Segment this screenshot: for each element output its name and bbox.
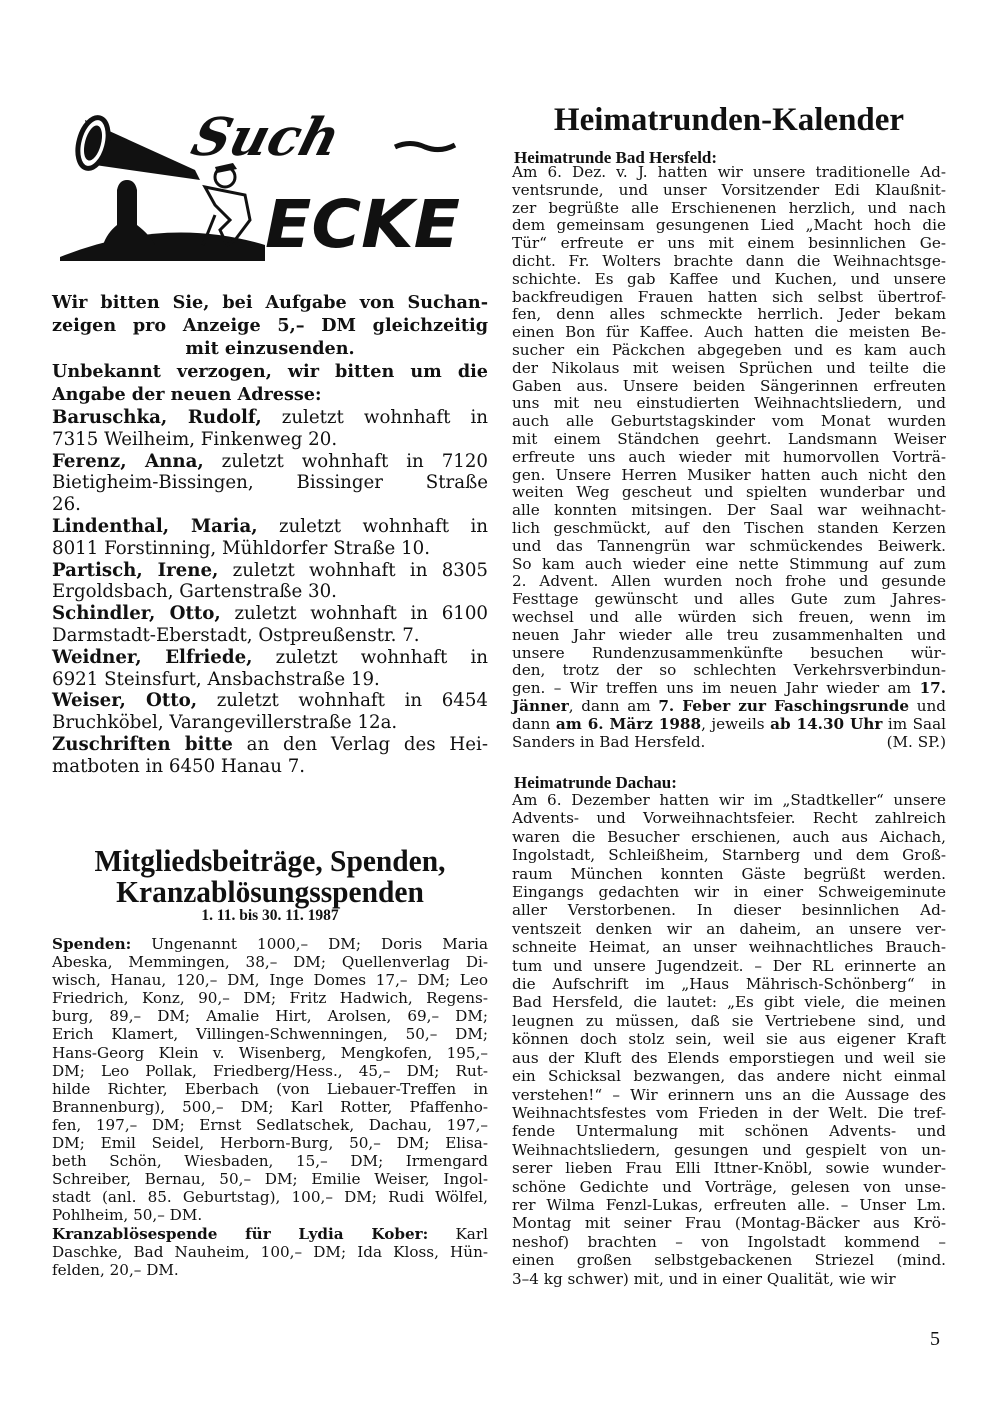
bold-text: Jänner [512, 696, 569, 715]
text-line: mit einem Ständchen geehrt. Landsmann Weiser [512, 429, 946, 448]
text-line: Erich Klamert, Villingen-Schwenningen, 50,– DM; [52, 1025, 488, 1044]
text-line: ventsrunde, und unser Vorsitzender Edi Klaußnit- [512, 180, 946, 199]
text-run: zuletzt wohnhaft in 6454 [197, 690, 489, 712]
text-line: Pohlheim, 50,– DM. [52, 1206, 203, 1225]
text-line: 26. [52, 494, 81, 516]
text-run: Sanders in Bad Hersfeld. [512, 732, 706, 751]
text-line [52, 734, 488, 756]
text-line: der Nikolaus mit weisen Sprüchen und teilte die [512, 358, 946, 377]
text-line: Advents- und Vorweihnachtsfeier. Recht zahlreich [512, 809, 946, 828]
text-line: neshof) brachten – von Ingolstadt kommend – [512, 1232, 946, 1251]
text-line: 3–4 kg schwer) mit, und in einer Qualität, wie wir [512, 1269, 896, 1288]
bold-text: Lindenthal, Maria, [52, 515, 258, 537]
text-line: backfreudigen Frauen hatten sich selbst übertrof- [512, 287, 946, 306]
text-line [52, 1225, 488, 1243]
text-line: Wir bitten Sie, bei Aufgabe von Suchan- [52, 292, 488, 313]
section-heading-bad-hersfeld: Heimatrunde Bad Hersfeld: [514, 148, 718, 167]
text-line: schichte. Es gab Kaffee und Kuchen, und unsere [512, 269, 946, 288]
text-line: stadt (anl. 85. Geburtstag), 100,– DM; Rudi Wölfel, [52, 1188, 488, 1207]
text-line: dem gemeinsam gesungenen Lied „Macht hoch die [512, 216, 946, 235]
text-run: und [909, 696, 946, 715]
text-run: im Saal [882, 714, 946, 733]
text-line [52, 516, 488, 538]
text-line: fen, denn alles schmeckte herrlich. Jeder bekam [512, 305, 946, 324]
text-line: zeigen pro Anzeige 5,– DM gleichzeitig [52, 315, 488, 336]
text-line: unsere Rundenzusammenkünfte besuchen wür- [512, 643, 946, 662]
such-ecke-logo [55, 95, 485, 280]
text-line: So kam auch wieder eine nette Stimmung auf zum [512, 554, 946, 573]
text-line: ein Schicksal bezwangen, das andere nicht einmal [512, 1067, 946, 1086]
bold-text: am 6. März 1988 [555, 714, 702, 733]
bold-text: Spenden: [52, 935, 132, 953]
text-line: erfreute uns auch wieder mit humorvollen Vorträ- [512, 447, 946, 466]
text-run: , dann am [568, 696, 659, 715]
text-line: ventszeit denken wir an daheim, an unsere ver- [512, 919, 946, 938]
bold-text: ab 14.30 Uhr [770, 714, 883, 733]
text-line: burg, 89,– DM; Amalie Hirt, Arolsen, 69,– DM; [52, 1007, 488, 1026]
text-line: schneite Heimat, an unser weihnachtliches Brauch- [512, 938, 946, 957]
text-line: und das Tannengrün war schmückendes Beiwerk. [512, 536, 946, 555]
text-line [52, 407, 488, 429]
text-line: 6921 Steinsfurt, Ansbachstraße 19. [52, 668, 380, 690]
text-line: Ingolstadt, Schleißheim, Starnberg und dem Groß- [512, 846, 946, 865]
text-line: können doch stolz sein, weil sie aus eigener Kraft [512, 1030, 946, 1049]
text-line: die Aufschrift im „Haus Mährisch-Schönberg“ in [512, 975, 946, 994]
text-line: fen, 197,– DM; Ernst Sedlatschek, Dachau, 197,– [52, 1115, 488, 1134]
text-line: Festtage gewünscht und alles Gute zum Jahres- [512, 590, 946, 609]
text-line [512, 680, 946, 698]
bold-text: Schindler, Otto, [52, 603, 221, 625]
search-notice-intro [52, 291, 488, 406]
text-run: zuletzt wohnhaft in [261, 407, 488, 428]
text-line: wisch, Hanau, 120,– DM, Inge Domes 17,– DM; Leo [52, 971, 488, 990]
text-line: gen. Unsere Herren Musiker hatten auch nicht den [512, 465, 946, 484]
donations-heading-line: Kranzablösungsspenden [116, 874, 424, 909]
text-line: 8011 Forstinning, Mühldorfer Straße 10. [52, 537, 431, 559]
text-run: zuletzt wohnhaft in [252, 646, 488, 668]
text-run: an den Verlag des Hei- [232, 733, 488, 755]
text-line: Eingangs gedachten wir in einer Schweigeminute [512, 883, 946, 902]
text-line [52, 560, 488, 582]
missing-persons-list [52, 407, 488, 778]
bold-text: Weiser, Otto, [52, 690, 198, 712]
text-line: hilde Richter, Eberbach (von Liebauer-Treffen in [52, 1079, 488, 1098]
text-line: den, trotz der so schlechten Verkehrsverbindun- [512, 661, 946, 680]
bold-text: 17. [919, 679, 946, 698]
section-text-dachau [512, 791, 946, 1288]
text-line: fende Untermalung mit schönen Advents- und [512, 1122, 946, 1141]
text-run: zuletzt wohnhaft in [257, 515, 488, 537]
bold-text: Zuschriften bitte [52, 733, 233, 755]
text-line: 7315 Weilheim, Finkenweg 20. [52, 428, 338, 450]
text-line: Am 6. Dezember hatten wir im „Stadtkeller“ unsere [512, 791, 946, 809]
section-text-bad-hersfeld [512, 164, 946, 751]
text-line: Bruchköbel, Varangevillerstraße 12a. [52, 712, 398, 734]
text-line: weiten Weg gescheut und spielten wunderbar und [512, 483, 946, 502]
text-line: Unbekannt verzogen, wir bitten um die [52, 361, 488, 382]
donations-heading-line: Mitgliedsbeiträge, Spenden, [94, 843, 446, 878]
text-line [52, 647, 488, 669]
text-run: Ungenannt 1000,– DM; Doris Maria [131, 935, 488, 953]
text-line: Friedrich, Konz, 90,– DM; Fritz Hadwich, Regens- [52, 989, 488, 1008]
text-line: Bietigheim-Bissingen, Bissinger Straße [52, 472, 488, 494]
text-line: verstehen!“ – Wir erinnern uns an die Aussage des [512, 1085, 946, 1104]
text-line [52, 603, 488, 625]
donations-heading [63, 845, 477, 907]
telescope-man-illustration [55, 95, 485, 280]
page-number: 5 [930, 1328, 940, 1350]
text-line: Montag mit seiner Frau (Montag-Bäcker aus Krö- [512, 1214, 946, 1233]
text-run: zuletzt wohnhaft in 7120 [203, 450, 488, 472]
text-run: gen. – Wir treffen uns im neuen Jahr wieder am [512, 679, 920, 698]
text-line: serer lieben Frau Elli Ittner-Knöbl, sowie wunder- [512, 1159, 946, 1178]
text-line: Abeska, Memmingen, 38,– DM; Quellenverlag Di- [52, 953, 488, 972]
text-line: Am 6. Dez. v. J. hatten wir unsere traditionelle Ad- [512, 163, 946, 181]
text-line: alle konnten mitsingen. Der Saal war weihnacht- [512, 501, 946, 520]
bold-text: Partisch, Irene, [52, 559, 219, 581]
text-line: Gaben aus. Unsere beiden Sängerinnen erfreuten [512, 376, 946, 395]
bold-text: Weidner, Elfriede, [52, 646, 253, 668]
text-line: zer begrüßte alle Erschienenen herzlich, und nach [512, 198, 946, 217]
text-line: Weihnachtsliedern, gesungen und gespielt von un- [512, 1140, 946, 1159]
text-line: Angabe der neuen Adresse: [52, 384, 322, 405]
text-line [512, 716, 946, 734]
bold-text: 7. Feber zur Faschingsrunde [658, 696, 910, 715]
logo-script-text: Such [185, 106, 347, 168]
text-line: neuen Jahr wieder alle treu zusammenhalten und [512, 625, 946, 644]
text-line [512, 734, 946, 752]
text-line [52, 451, 488, 473]
text-line: tum und unsere Jugendzeit. – Der RL erinnerte an [512, 956, 946, 975]
text-run: Karl [428, 1224, 488, 1243]
text-line: Weihnachtsfestes vom Frieden in der Welt. Die tref- [512, 1103, 946, 1122]
text-line: sucher ein Päckchen abgegeben und es kam auch [512, 340, 946, 359]
donations-list [52, 935, 488, 1279]
text-line: Brannenburg), 500,– DM; Karl Rotter, Pfaffenho- [52, 1097, 488, 1116]
text-line [52, 690, 488, 712]
bold-text: Ferenz, Anna, [52, 450, 204, 472]
text-run: , jeweils [701, 714, 771, 733]
text-line: Darmstadt-Eberstadt, Ostpreußenstr. 7. [52, 624, 420, 646]
text-line: einen großen selbstgebackenen Striezel (mind. [512, 1251, 946, 1270]
text-line: aus der Kluft des Elends emporstiegen und weil sie [512, 1048, 946, 1067]
text-line: auch alle Geburtstagskinder vom Monat wurden [512, 412, 946, 431]
text-line: Schreiber, Bernau, 50,– DM; Emilie Weiser, Ingol- [52, 1170, 488, 1189]
donations-period: 1. 11. bis 30. 11. 1987 [201, 907, 339, 924]
text-line: DM; Emil Seidel, Herborn-Burg, 50,– DM; Elisa- [52, 1134, 488, 1153]
text-run: zuletzt wohnhaft in 8305 [218, 559, 488, 581]
text-line: Daschke, Bad Nauheim, 100,– DM; Ida Kloss, Hün- [52, 1242, 488, 1261]
text-line: mit einzusenden. [185, 338, 355, 359]
text-line: matboten in 6450 Hanau 7. [52, 755, 306, 777]
text-line: uns mit neu einstudierten Weihnachtsliedern, und [512, 394, 946, 413]
text-line: Tür“ erfreute er uns mit einem besinnlichen Ge- [512, 234, 946, 253]
text-run: dann [512, 714, 556, 733]
text-run: zuletzt wohnhaft in 6100 [220, 603, 489, 625]
text-line: rer Wilma Fenzl-Lukas, erfreuten alle. – Unser Lm. [512, 1195, 946, 1214]
text-line: beth Schön, Wiesbaden, 15,– DM; Irmengard [52, 1152, 488, 1171]
text-line: dicht. Fr. Wolters brachte dann die Weihnachtsge- [512, 251, 946, 270]
text-line: DM; Leo Pollak, Friedberg/Hess., 45,– DM; Rut- [52, 1061, 488, 1080]
text-line: wechsel und alle würden sich freuen, wenn im [512, 607, 946, 626]
text-line [512, 698, 946, 716]
text-line: felden, 20,– DM. [52, 1260, 179, 1279]
text-line: lich geschmückt, auf den Tischen standen Kerzen [512, 518, 946, 537]
text-line: aller Verstorbenen. In dieser besinnlichen Ad- [512, 901, 946, 920]
text-line: Hans-Georg Klein v. Wisenberg, Mengkofen, 195,– [52, 1043, 488, 1062]
text-line: Ergoldsbach, Gartenstraße 30. [52, 581, 337, 603]
text-line: schöne Gedichte und Vorträge, gelesen von unse- [512, 1177, 946, 1196]
bold-text: Kranzablösespende für Lydia Kober: [52, 1224, 429, 1243]
text-line: waren die Besucher erschienen, auch aus Aichach, [512, 827, 946, 846]
text-line: einen Bon für Kaffee. Auch hatten die meisten Be- [512, 323, 946, 342]
section-heading-dachau: Heimatrunde Dachau: [514, 773, 677, 792]
text-line [52, 935, 488, 953]
text-line: leugnen zu müssen, daß sie Vertriebene sind, und [512, 1011, 946, 1030]
text-line: 2. Advent. Allen wurden noch frohe und gesunde [512, 572, 946, 591]
calendar-title: Heimatrunden-Kalender [553, 102, 905, 138]
text-line: raum München konnten Gäste begrüßt werden. [512, 864, 946, 883]
text-run: (M. SP.) [886, 732, 946, 751]
bold-text: Baruschka, Rudolf, [52, 407, 262, 428]
text-line: Bad Hersfeld, die lautet: „Es gibt viele, die meinen [512, 993, 946, 1012]
logo-block-text: ECKE [265, 186, 460, 263]
